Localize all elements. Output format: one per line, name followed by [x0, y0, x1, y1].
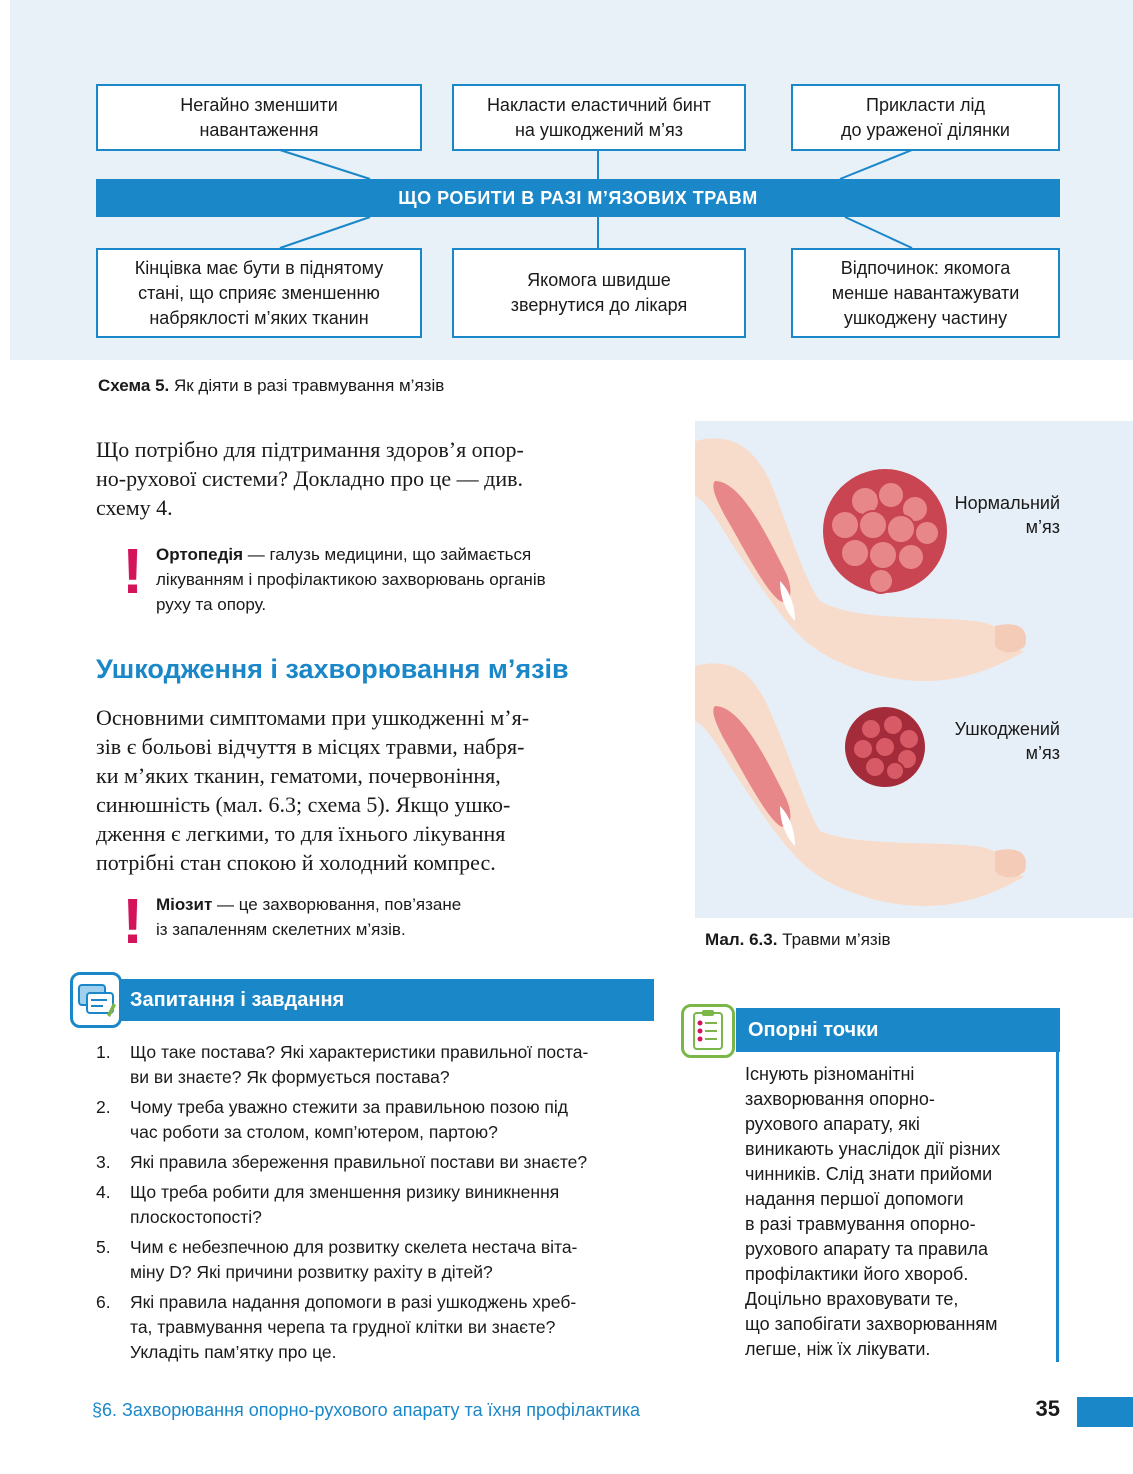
scheme-box-text: Відпочинок: якомога менше навантажувати ушкоджену частину: [831, 257, 1020, 328]
scheme-box-text: Якомога швидше звернутися до лікаря: [510, 270, 688, 315]
scheme-box-text: Накласти еластичний бинт на ушкоджений м’яз: [486, 94, 712, 140]
scheme-box-bandage: [452, 84, 746, 151]
note-definition: — галузь медицини, що займається лікуванням і профілактикою захворювань органів руху та опору.: [156, 545, 546, 614]
hand: [995, 849, 1026, 877]
label-damaged-muscle: Ушкоджений м’яз: [954, 719, 1060, 763]
section-heading: Ушкодження і захворювання м’язів: [96, 654, 569, 684]
page-number: 35: [1035, 1396, 1060, 1421]
scheme-box-raise-limb: [96, 248, 422, 338]
scheme-box-see-doctor: [452, 248, 746, 338]
question-text: Які правила надання допомоги в разі ушкоджень хреб- та, травмування черепа та грудної клітки ви знаєте? Укладіть пам’ятку про це.: [130, 1292, 577, 1362]
muscle-cross-section-damaged: [845, 707, 925, 787]
note-definition: — це захворювання, пов’язане із запаленням скелетних м’язів.: [156, 895, 462, 939]
scheme-caption-text: Як діяти в разі травмування м’язів: [169, 376, 445, 395]
intro-paragraph: Що потрібно для підтримання здоров’я опор- но-рухової системи? Докладно про це — див. схему 4.: [96, 437, 524, 520]
scheme-box-text: Негайно зменшити навантаження: [180, 94, 338, 140]
questions-header: [120, 979, 654, 1021]
list-item: [96, 1235, 654, 1285]
connector-line: [280, 150, 370, 179]
scheme-box-reduce-load: [96, 84, 422, 151]
question-number: 3.: [96, 1152, 111, 1172]
figure-caption-label: Мал. 6.3.: [705, 930, 778, 949]
exclamation-icon: !: [122, 885, 144, 957]
muscle-injury-illustration: [695, 421, 1133, 918]
key-points-text: Існують різноманітні захворювання опорно- рухового апарату, які виникають унаслідок дії різних чинників. Слід знати прийоми надання першої допомоги в разі травмування опорно- рухового апарату та правила профілактики його хвороб. Доцільно враховувати те, що запобігати захворюванням легше, ніж їх лікувати.: [745, 1064, 1001, 1359]
list-item: [96, 1290, 654, 1365]
exclamation-icon: !: [122, 535, 144, 607]
key-points-title: Опорні точки: [748, 1018, 879, 1041]
scheme-caption-label: Схема 5.: [98, 376, 170, 395]
question-number: 6.: [96, 1292, 111, 1312]
connector-line: [845, 217, 912, 248]
scheme-title-banner: ЩО РОБИТИ В РАЗІ М’ЯЗОВИХ ТРАВМ: [96, 179, 1060, 217]
question-text: Які правила збереження правильної постави ви знаєте?: [130, 1152, 588, 1172]
page-tab: [1077, 1397, 1133, 1427]
question-number: 5.: [96, 1237, 111, 1257]
note-text: [156, 542, 546, 617]
list-item: [96, 1095, 654, 1145]
scheme-box-text: Прикласти лід до ураженої ділянки: [841, 94, 1010, 140]
question-number: 1.: [96, 1042, 111, 1062]
question-text: Чим є небезпечною для розвитку скелета нестача віта- міну D? Які причини розвитку рахіту в дітей?: [130, 1237, 578, 1282]
note-term: Ортопедія: [156, 545, 244, 564]
key-points-header: [736, 1008, 1060, 1052]
figure-caption-text: Травми м’язів: [777, 930, 891, 949]
list-item: [96, 1180, 654, 1230]
scheme-box-text: Кінцівка має бути в піднятому стані, що сприяє зменшенню набряклості м’яких тканин: [134, 257, 384, 328]
arm-skin: [695, 663, 1025, 906]
question-text: Що треба робити для зменшення ризику виникнення плоскостопості?: [130, 1182, 560, 1227]
question-number: 4.: [96, 1182, 111, 1202]
label-normal-muscle: Нормальний м’яз: [954, 493, 1060, 537]
note-text: [156, 892, 461, 950]
connector-line: [280, 217, 370, 248]
question-text: Що таке постава? Які характеристики правильної поста- ви ви знаєте? Як формується постава?: [130, 1042, 589, 1087]
arm-damaged: [695, 663, 1026, 906]
question-number: 2.: [96, 1097, 111, 1117]
checklist-icon: [681, 1004, 735, 1058]
scheme-box-ice: [791, 84, 1060, 151]
question-text: Чому треба уважно стежити за правильною позою під час роботи за столом, комп’ютером, партою?: [130, 1097, 569, 1142]
note-orthopedics: [110, 535, 655, 617]
questions-list: [96, 1040, 654, 1370]
connector-line: [840, 150, 912, 179]
key-points-border: [1056, 1052, 1059, 1362]
note-myositis: [110, 885, 655, 957]
scheme-caption: [98, 376, 444, 396]
symptoms-paragraph: Основними симптомами при ушкодженні м’я- зів є больові відчуття в місцях травми, набря- ки м’яких тканин, гематоми, почервоніння, синюшність (мал. 6.3; схема 5). Якщо ушко- дження є легкими, то для їхнього лікування потрібні стан спокою й холодний компрес.: [96, 705, 530, 875]
list-item: [96, 1040, 654, 1090]
note-term: Міозит: [156, 895, 213, 914]
figure-caption: [705, 930, 891, 950]
footer-chapter-title: §6. Захворювання опорно-рухового апарату та їхня профілактика: [92, 1400, 641, 1420]
hand: [995, 624, 1026, 652]
scheme-box-rest: [791, 248, 1060, 338]
list-item: [96, 1150, 654, 1175]
muscle-cross-section-normal: [823, 469, 947, 593]
questions-icon: [70, 972, 122, 1028]
questions-title: Запитання і завдання: [130, 988, 345, 1011]
